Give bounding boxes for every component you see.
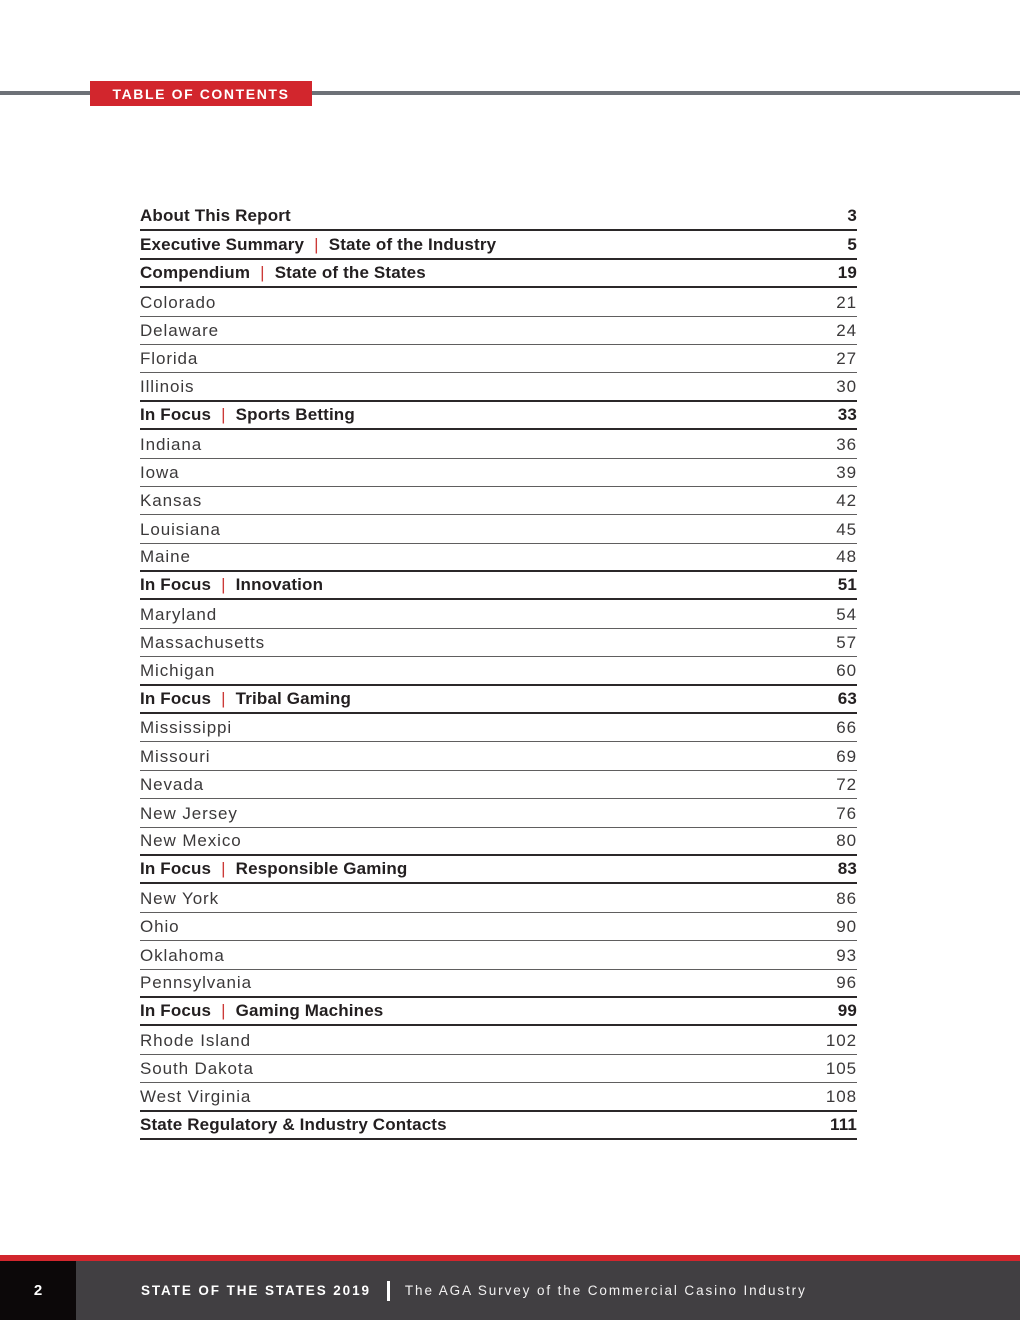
toc-entry-page-number: 102 <box>825 1030 857 1050</box>
footer-separator <box>387 1281 390 1301</box>
footer-text <box>141 1261 807 1320</box>
toc-entry-label: Missouri <box>140 746 211 766</box>
toc-row <box>140 884 857 912</box>
toc-entry-page-number: 69 <box>836 746 857 766</box>
toc-entry-page-number: 19 <box>837 263 857 283</box>
toc-entry-label: Colorado <box>140 292 217 312</box>
toc-row <box>140 600 857 628</box>
toc-row <box>140 742 857 770</box>
footer-report-subtitle: The AGA Survey of the Commercial Casino Industry <box>404 1283 807 1298</box>
toc-entry-label: New York <box>140 888 220 908</box>
toc-entry-label: Florida <box>140 349 199 369</box>
toc-entry-page-number: 96 <box>836 972 857 992</box>
toc-row <box>140 686 857 714</box>
toc-entry-label: In Focus | Gaming Machines <box>140 1001 384 1021</box>
toc-entry-label: State Regulatory & Industry Contacts <box>140 1114 447 1134</box>
toc-entry-page-number: 24 <box>836 320 857 340</box>
page-number-box <box>0 1261 76 1320</box>
toc-row <box>140 459 857 487</box>
toc-entry-page-number: 86 <box>836 888 857 908</box>
toc-entry-label: Ohio <box>140 917 180 937</box>
toc-entry-page-number: 27 <box>836 349 857 369</box>
toc-entry-label: Oklahoma <box>140 945 225 965</box>
toc-entry-label: South Dakota <box>140 1059 254 1079</box>
toc-row <box>140 544 857 572</box>
toc-entry-page-number: 83 <box>837 859 857 879</box>
toc-entry-page-number: 36 <box>836 434 857 454</box>
footer-bar <box>0 1261 1020 1320</box>
toc-row <box>140 629 857 657</box>
toc-row <box>140 402 857 430</box>
toc-row <box>140 515 857 543</box>
toc-row <box>140 260 857 288</box>
toc-entry-pipe-separator: | <box>221 1001 226 1021</box>
toc-entry-label: About This Report <box>140 206 291 226</box>
toc-row <box>140 913 857 941</box>
toc-entry-label: In Focus | Sports Betting <box>140 405 355 425</box>
toc-entry-label: Massachusetts <box>140 633 266 653</box>
toc-entry-label: New Jersey <box>140 803 238 823</box>
toc-entry-page-number: 57 <box>836 633 857 653</box>
toc-row <box>140 373 857 401</box>
toc-entry-label: In Focus | Responsible Gaming <box>140 859 408 879</box>
toc-row <box>140 487 857 515</box>
toc-row <box>140 345 857 373</box>
toc-entry-label: Delaware <box>140 320 220 340</box>
toc-row <box>140 970 857 998</box>
toc-entry-label: Kansas <box>140 491 203 511</box>
toc-entry-label: Illinois <box>140 376 195 396</box>
toc-entry-page-number: 51 <box>837 575 857 595</box>
toc-entry-label: Rhode Island <box>140 1030 251 1050</box>
toc-entry-page-number: 99 <box>837 1001 857 1021</box>
toc-entry-page-number: 48 <box>836 547 857 567</box>
toc-entry-pipe-separator: | <box>314 234 319 254</box>
toc-row <box>140 288 857 316</box>
toc-row <box>140 799 857 827</box>
table-of-contents <box>140 203 857 1140</box>
toc-row <box>140 572 857 600</box>
toc-row <box>140 1112 857 1140</box>
toc-row <box>140 771 857 799</box>
toc-row <box>140 203 857 231</box>
section-badge <box>90 81 312 106</box>
toc-row <box>140 231 857 259</box>
toc-entry-label: Maine <box>140 547 191 567</box>
toc-entry-page-number: 90 <box>836 917 857 937</box>
toc-entry-label: Michigan <box>140 660 216 680</box>
toc-entry-page-number: 72 <box>836 775 857 795</box>
toc-entry-label: Maryland <box>140 604 218 624</box>
toc-entry-pipe-separator: | <box>221 859 226 879</box>
toc-entry-page-number: 60 <box>836 660 857 680</box>
toc-entry-page-number: 80 <box>836 830 857 850</box>
toc-entry-page-number: 3 <box>847 206 857 226</box>
toc-entry-pipe-separator: | <box>221 575 226 595</box>
toc-entry-pipe-separator: | <box>221 405 226 425</box>
toc-entry-page-number: 33 <box>837 405 857 425</box>
toc-row <box>140 856 857 884</box>
toc-row <box>140 657 857 685</box>
toc-entry-label: Indiana <box>140 434 203 454</box>
toc-row <box>140 941 857 969</box>
toc-entry-label: In Focus | Tribal Gaming <box>140 689 351 709</box>
toc-entry-page-number: 21 <box>836 292 857 312</box>
toc-entry-label: New Mexico <box>140 830 242 850</box>
toc-entry-pipe-separator: | <box>221 689 226 709</box>
toc-entry-pipe-separator: | <box>260 263 265 283</box>
section-badge-label: TABLE OF CONTENTS <box>112 85 290 102</box>
footer-report-title: STATE OF THE STATES 2019 <box>141 1283 371 1298</box>
toc-entry-label: Iowa <box>140 462 180 482</box>
toc-entry-page-number: 93 <box>836 945 857 965</box>
toc-entry-page-number: 30 <box>836 376 857 396</box>
toc-entry-page-number: 54 <box>836 604 857 624</box>
toc-row <box>140 1055 857 1083</box>
toc-row <box>140 998 857 1026</box>
toc-entry-label: Louisiana <box>140 519 221 539</box>
toc-row <box>140 1026 857 1054</box>
toc-entry-page-number: 105 <box>825 1059 857 1079</box>
toc-row <box>140 1083 857 1111</box>
toc-row <box>140 317 857 345</box>
toc-entry-page-number: 111 <box>830 1114 857 1134</box>
page-number: 2 <box>33 1282 43 1299</box>
toc-entry-page-number: 63 <box>837 689 857 709</box>
toc-entry-label: Compendium | State of the States <box>140 263 426 283</box>
toc-entry-label: Nevada <box>140 775 204 795</box>
toc-entry-page-number: 108 <box>825 1086 857 1106</box>
toc-row <box>140 714 857 742</box>
toc-entry-page-number: 45 <box>836 519 857 539</box>
toc-entry-label: Mississippi <box>140 718 233 738</box>
toc-entry-page-number: 76 <box>836 803 857 823</box>
toc-entry-page-number: 42 <box>836 491 857 511</box>
toc-entry-label: Executive Summary | State of the Industry <box>140 234 497 254</box>
toc-row <box>140 828 857 856</box>
toc-entry-label: In Focus | Innovation <box>140 575 324 595</box>
toc-entry-page-number: 66 <box>836 718 857 738</box>
toc-entry-page-number: 5 <box>847 234 857 254</box>
toc-entry-label: West Virginia <box>140 1086 252 1106</box>
toc-row <box>140 430 857 458</box>
toc-entry-page-number: 39 <box>836 462 857 482</box>
toc-entry-label: Pennsylvania <box>140 972 252 992</box>
